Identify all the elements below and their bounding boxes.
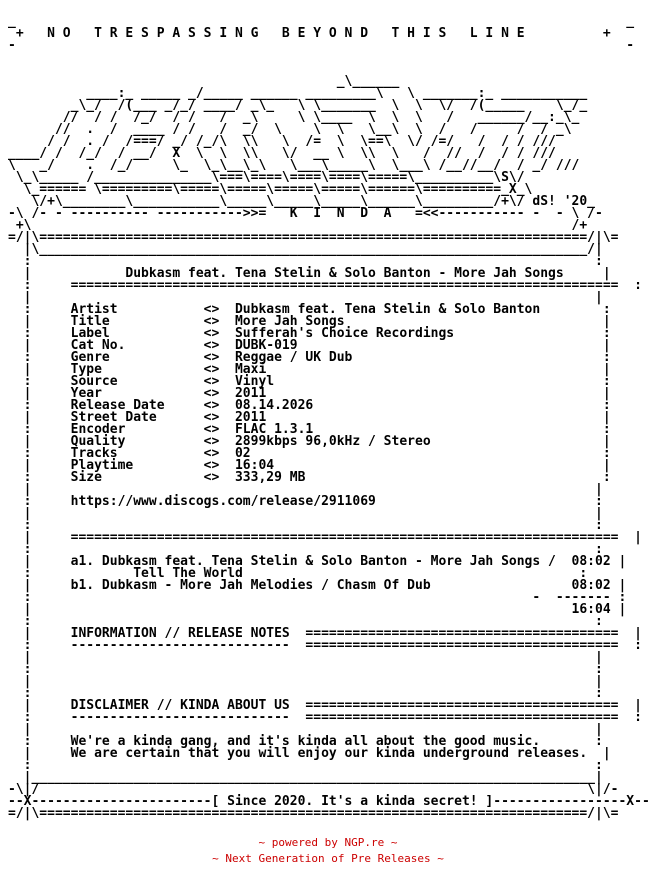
nfo-line: | 16:04 | <box>8 602 627 617</box>
nfo-line: --X-----------------------[ Since 2020. It's a kinda secret! ]-----------------X-- <box>8 794 650 809</box>
nfo-line: | INFORMATION // RELEASE NOTES ======================================== | <box>8 626 642 641</box>
nfo-line: | | <box>8 722 603 737</box>
nfo-line: : - ------- : <box>8 590 627 605</box>
nfo-line: ____:_ _____ _/_____ ______ _________\ \ _______:_ ___________ <box>8 86 588 101</box>
nfo-line: | | <box>8 290 603 305</box>
nfo-line: | b1. Dubkasm - More Jah Melodies / Chasm Of Dub 08:02 | <box>8 578 627 593</box>
nfo-line: : ---------------------------- ======================================== : <box>8 638 642 653</box>
nfo-line: : Tell The World : <box>8 566 588 581</box>
nfo-line: =/|\======================================================================/|\= <box>8 806 619 821</box>
nfo-line: | Cat No. <> DUBK-019 | <box>8 338 611 353</box>
nfo-line: - - <box>8 38 635 53</box>
nfo-line: : : <box>8 254 603 269</box>
nfo-line: +\ /+ <box>8 218 588 233</box>
next-generation-footer: ~ Next Generation of Pre Releases ~ <box>212 852 444 865</box>
nfo-line: ____/ / /_/ / __/ X \ \ \\ \/ __ \ \\ \ / // / / / /// <box>8 146 556 161</box>
nfo-line: \/+\________\___________\_____\_____\_____\______\_________/+\/ dS! '20_ <box>8 194 595 209</box>
nfo-line: | Quality <> 2899kbps 96,0kHz / Stereo | <box>8 434 611 449</box>
nfo-line: |\______________________________________________________________________/| <box>8 242 603 257</box>
nfo-line: | Title <> More Jah Songs | <box>8 314 611 329</box>
nfo-line: | | <box>8 482 603 497</box>
nfo-ascii-art <box>8 16 650 820</box>
nfo-line: : : <box>8 542 603 557</box>
nfo-line: | Street Date <> 2011 | <box>8 410 611 425</box>
nfo-line: : : <box>8 518 603 533</box>
nfo-line: -\|/ \|/- <box>8 782 619 797</box>
nfo-line: : : <box>8 758 603 773</box>
nfo-line: : https://www.discogs.com/release/2911069 : <box>8 494 603 509</box>
nfo-line: \_\_____ /_______________\===\====\====\====\=====\__________\S\/ <box>8 170 525 185</box>
powered-by-footer: ~ powered by NGP.re ~ <box>258 836 398 849</box>
nfo-line: // . / ____ / / / _/ \ \ \ \__\ \ / / / / _\ <box>8 122 572 137</box>
nfo-line: | Playtime <> 16:04 | <box>8 458 611 473</box>
nfo-line: : Size <> 333,29 MB : <box>8 470 611 485</box>
nfo-line: _\______ <box>8 74 400 89</box>
nfo-line: | | <box>8 650 603 665</box>
nfo-line: : Label <> Sufferah's Choice Recordings : <box>8 326 611 341</box>
nfo-line: : Genre <> Reggae / UK Dub : <box>8 350 611 365</box>
nfo-line: : ====================================================================== : <box>8 278 642 293</box>
nfo-line: : : <box>8 614 603 629</box>
nfo-line: _\_/ /(___ _/_/ ____/ _\_ \ \_______ \ \ \/ /(_____ \_/_ <box>8 98 588 113</box>
nfo-line: | Type <> Maxi | <box>8 362 611 377</box>
nfo-line: : : <box>8 662 603 677</box>
nfo-line: | Dubkasm feat. Tena Stelin & Solo Banton - More Jah Songs | <box>8 266 611 281</box>
nfo-line: : ---------------------------- ======================================== : <box>8 710 642 725</box>
nfo-line: : Artist <> Dubkasm feat. Tena Stelin & Solo Banton : <box>8 302 611 317</box>
nfo-line: | ====================================================================== | <box>8 530 642 545</box>
nfo-line: + N O T R E S P A S S I N G B E Y O N D T H I S L I N E + <box>8 26 611 41</box>
nfo-line: | DISCLAIMER // KINDA ABOUT US ======================================== | <box>8 698 642 713</box>
nfo-line: _ _ <box>8 14 635 29</box>
nfo-line: : We're a kinda gang, and it's kinda all about the good music. : <box>8 734 603 749</box>
nfo-line: |________________________________________________________________________| <box>8 770 603 785</box>
nfo-line: : Source <> Vinyl : <box>8 374 611 389</box>
nfo-line: : Tracks <> 02 : <box>8 446 611 461</box>
nfo-line: | Year <> 2011 | <box>8 386 611 401</box>
nfo-line: : : <box>8 686 603 701</box>
nfo-line: : Encoder <> FLAC 1.3.1 : <box>8 422 611 437</box>
nfo-line: -\ /- - ---------- ----------->>= K I N D A =<<----------- - - \ /- <box>8 206 603 221</box>
nfo-line <box>8 52 650 64</box>
nfo-line: | We are certain that you will enjoy our kinda underground releases. | <box>8 746 611 761</box>
nfo-line: | | <box>8 506 603 521</box>
nfo-line: | a1. Dubkasm feat. Tena Stelin & Solo Banton - More Jah Songs / 08:02 | <box>8 554 627 569</box>
nfo-line: // / / /_/ / / / _\ \ \____ \ \ \ / ______/__:_\_ <box>8 110 580 125</box>
nfo-line: \ _/ . /_/ \_ \_\__\_\ \___\_____\ \___\ /__//__/ / _/ /// <box>8 158 580 173</box>
nfo-line: \_====== \=========\=====\=====\=====\=====\======\==========_X_\ <box>8 182 533 197</box>
nfo-line: =/|\======================================================================/|\= <box>8 230 619 245</box>
nfo-line: : Release Date <> 08.14.2026 : <box>8 398 611 413</box>
nfo-line: / / . / /===/ _/ /_/\ \\ \ /= \ \==\ \/ /=/ / / / /// <box>8 134 556 149</box>
nfo-line: | | <box>8 674 603 689</box>
